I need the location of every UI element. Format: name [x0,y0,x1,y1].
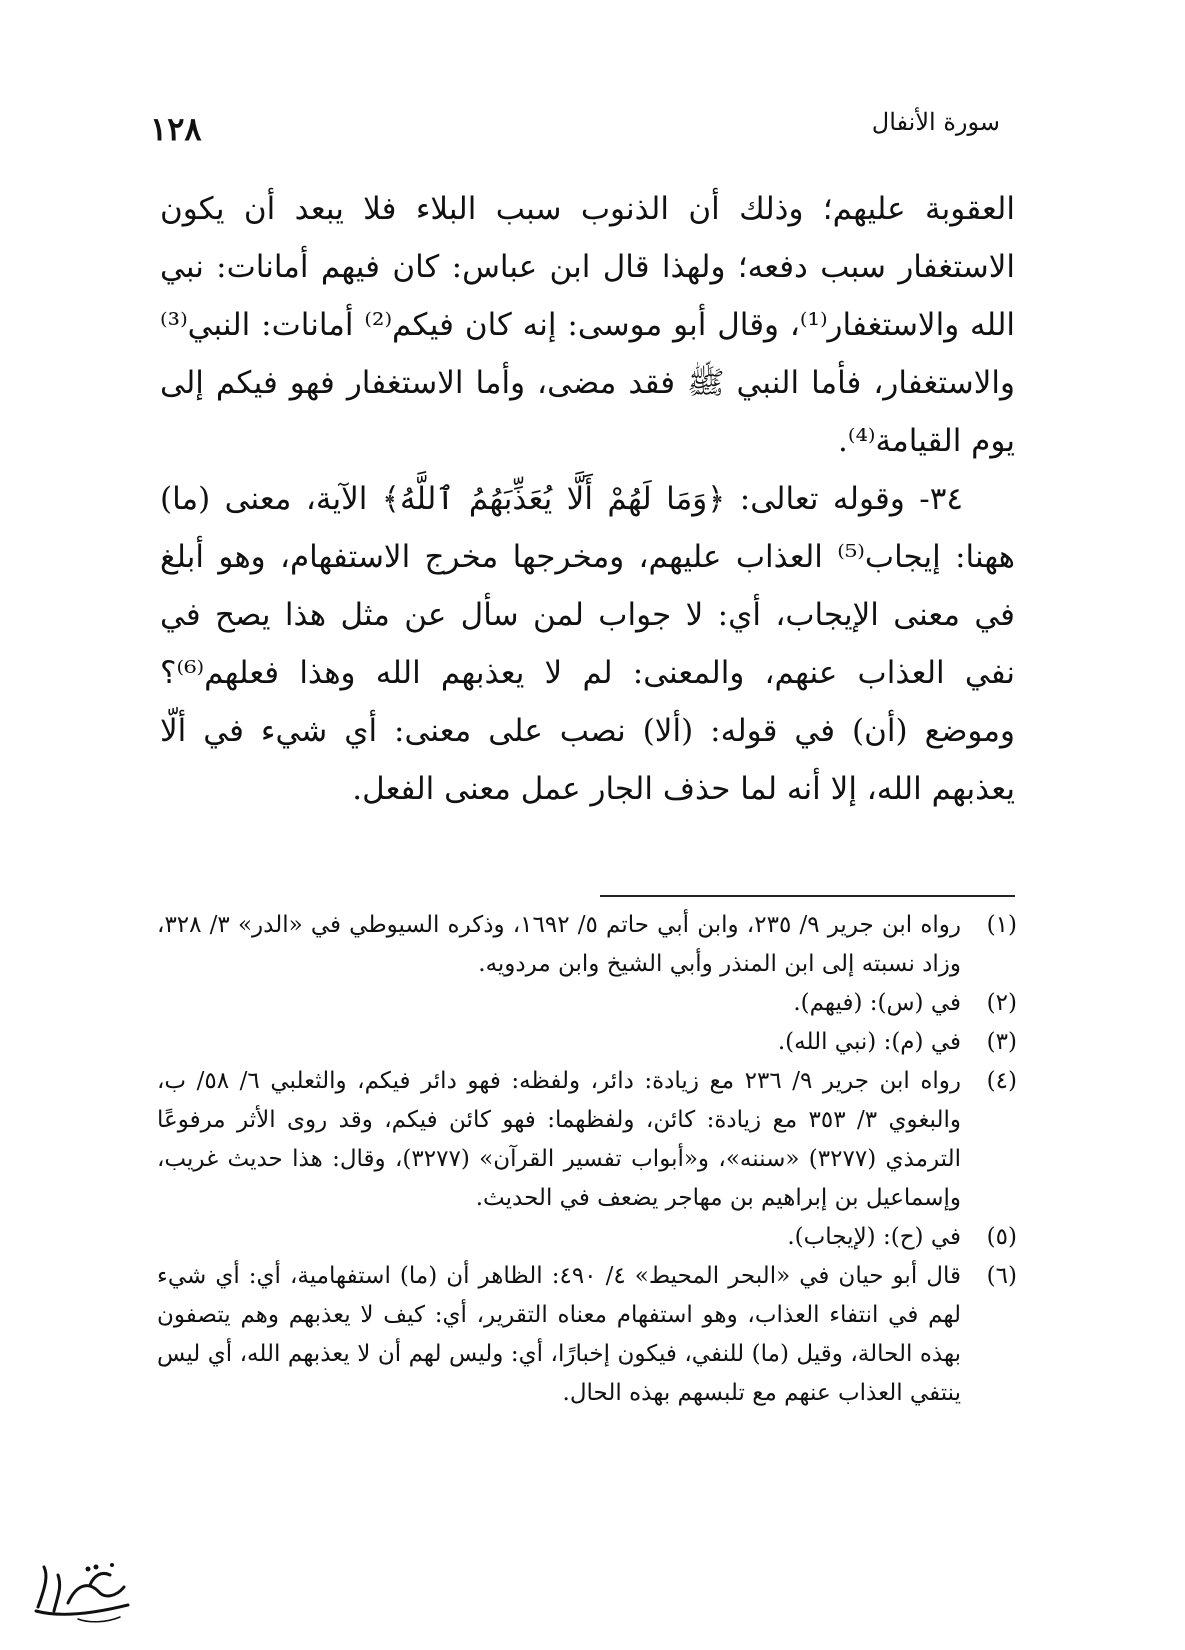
footnote-divider [600,895,1015,897]
footnote-number: (٢) [986,990,1017,1016]
footnote-text: في (س): (فيهم). [793,990,961,1016]
paragraph-2: ٣٤- وقوله تعالى: ﴿وَمَا لَهُمْ أَلَّا يُعَذِّبَهُمُ ٱللَّهُ﴾ الآية، معنى (ما) ههنا: إيجاب⁽⁵⁾ العذاب عليهم، ومخرجها مخرج الاستفهام، وهو أبلغ في معنى الإيجاب، أي: لا جواب لمن سأل عن مثل هذا يصح في نفي العذاب عنهم، والمعنى: لم لا يعذبهم الله وهذا فعلهم⁽⁶⁾؟ وموضع (أن) في قوله: (ألا) نصب على معنى: أي شيء في ألّا يعذبهم الله، إلا أنه لما حذف الجار عمل معنى الفعل. [160,481,1015,807]
footnote-6 [157,1257,1017,1413]
footnotes [157,906,1017,1413]
footnote-text: في (م): (نبي الله). [777,1029,961,1055]
footnote-4 [157,1062,1017,1218]
footnote-number: (١) [986,912,1017,938]
footnote-3 [157,1023,1017,1062]
footnote-number: (٤) [986,1068,1017,1094]
main-text [160,180,1015,818]
logo-drawing [28,1545,138,1630]
calligraphy-logo-icon [28,1545,138,1630]
page-number: ١٢٨ [150,110,202,148]
footnote-text: قال أبو حيان في «البحر المحيط» ٤/ ٤٩٠: الظاهر أن (ما) استفهامية، أي: أي شيء لهم في انتفاء العذاب، وهو استفهام معناه التقرير، أي: كيف لا يعذبهم وهم يتصفون بهذه الحالة، وقيل (ما) للنفي، فيكون إخبارًا، أي: وليس لهم أن لا يعذبهم الله، أي ليس ينتفي العذاب عنهم مع تلبسهم بهذه الحال. [157,1263,961,1406]
footnote-1 [157,906,1017,984]
footnote-number: (٦) [986,1263,1017,1289]
footnote-text: رواه ابن جرير ٩/ ٢٣٥، وابن أبي حاتم ٥/ ١٦٩٢، وذكره السيوطي في «الدر» ٣/ ٣٢٨، وزاد نسبته إلى ابن المنذر وأبي الشيخ وابن مردويه. [157,912,962,977]
paragraph-1: العقوبة عليهم؛ وذلك أن الذنوب سبب البلاء فلا يبعد أن يكون الاستغفار سبب دفعه؛ ولهذا قال ابن عباس: كان فيهم أمانات: نبي الله والاستغفار⁽¹⁾، وقال أبو موسى: إنه كان فيكم⁽²⁾ أمانات: النبي⁽³⁾ والاستغفار، فأما النبي ﷺ فقد مضى، وأما الاستغفار فهو فيكم إلى يوم القيامة⁽⁴⁾. [160,191,1015,459]
footnote-5 [157,1218,1017,1257]
footnote-text: في (ح): (لإيجاب). [787,1224,961,1250]
page-header [150,100,1000,160]
footnote-text: رواه ابن جرير ٩/ ٢٣٦ مع زيادة: دائر، ولفظه: فهو دائر فيكم، والثعلبي ٦/ ٥٨/ ب، والبغوي ٣/ ٣٥٣ مع زيادة: كائن، ولفظهما: فهو كائن فيكم، وقد روى الأثر مرفوعًا الترمذي (٣٢٧٧) «سننه»، و«أبواب تفسير القرآن» (٣٢٧٧)، وقال: هذا حديث غريب، وإسماعيل بن إبراهيم بن مهاجر يضعف في الحديث. [157,1068,961,1211]
footnote-number: (٣) [986,1029,1017,1055]
surah-title: سورة الأنفال [871,108,1000,136]
footnote-2 [157,984,1017,1023]
footnote-number: (٥) [986,1224,1017,1250]
